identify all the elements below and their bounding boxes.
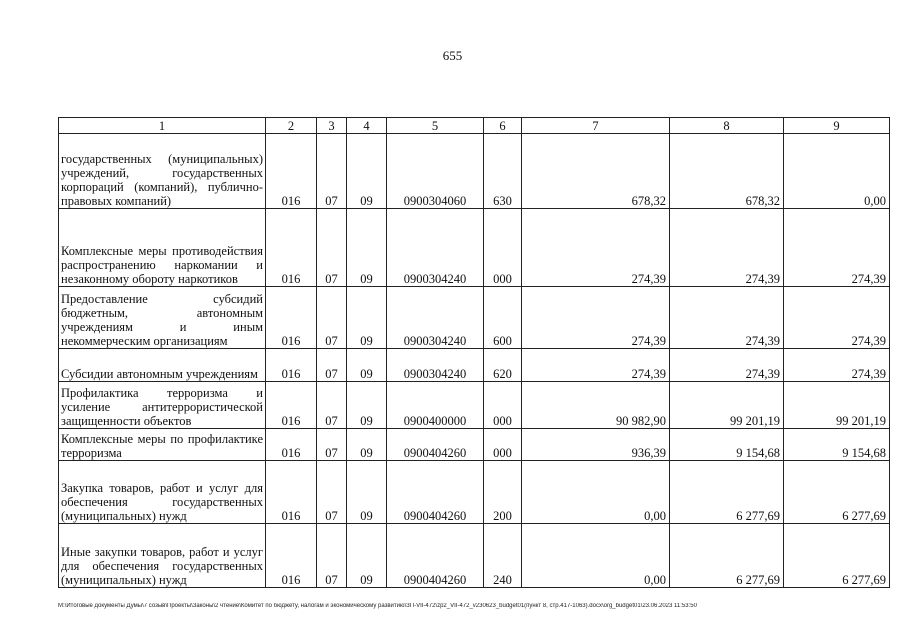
cell-ministry: 016 bbox=[266, 209, 317, 287]
cell-target-code: 0900404260 bbox=[387, 429, 484, 461]
cell-section: 07 bbox=[317, 209, 347, 287]
cell-subsection: 09 bbox=[347, 209, 387, 287]
cell-amount-3: 274,39 bbox=[784, 287, 890, 349]
cell-amount-1: 274,39 bbox=[522, 349, 670, 382]
row-name: Комплексные меры по профилактике терроризма bbox=[59, 429, 266, 461]
cell-amount-3: 0,00 bbox=[784, 134, 890, 209]
header-cell: 8 bbox=[670, 118, 784, 134]
cell-ministry: 016 bbox=[266, 382, 317, 429]
cell-amount-1: 274,39 bbox=[522, 287, 670, 349]
cell-amount-2: 9 154,68 bbox=[670, 429, 784, 461]
cell-expense-type: 000 bbox=[484, 209, 522, 287]
cell-subsection: 09 bbox=[347, 349, 387, 382]
budget-table bbox=[58, 117, 890, 588]
cell-amount-3: 6 277,69 bbox=[784, 461, 890, 524]
cell-target-code: 0900304240 bbox=[387, 349, 484, 382]
cell-section: 07 bbox=[317, 429, 347, 461]
cell-expense-type: 200 bbox=[484, 461, 522, 524]
cell-subsection: 09 bbox=[347, 287, 387, 349]
cell-amount-2: 678,32 bbox=[670, 134, 784, 209]
cell-section: 07 bbox=[317, 461, 347, 524]
header-cell: 7 bbox=[522, 118, 670, 134]
cell-ministry: 016 bbox=[266, 524, 317, 588]
cell-ministry: 016 bbox=[266, 134, 317, 209]
document-path-footer: М:\Итоговые документы Думы\7 созыв\Проекты\Законы\2 чтение\Комитет по бюджету, налогам и экономическому развитию\ЗП-VII-472\zp2_VII-472_v230623_budget01(пункт 8, стр.417-1063).docx\org_budget01\23.06.2023 11:53:50 bbox=[58, 603, 697, 609]
header-cell: 2 bbox=[266, 118, 317, 134]
cell-expense-type: 630 bbox=[484, 134, 522, 209]
cell-target-code: 0900400000 bbox=[387, 382, 484, 429]
cell-section: 07 bbox=[317, 287, 347, 349]
table-row bbox=[59, 134, 890, 209]
cell-subsection: 09 bbox=[347, 382, 387, 429]
cell-section: 07 bbox=[317, 134, 347, 209]
cell-expense-type: 000 bbox=[484, 429, 522, 461]
cell-target-code: 0900404260 bbox=[387, 524, 484, 588]
cell-amount-1: 678,32 bbox=[522, 134, 670, 209]
cell-amount-1: 0,00 bbox=[522, 524, 670, 588]
cell-subsection: 09 bbox=[347, 461, 387, 524]
row-name: Иные закупки товаров, работ и услуг для обеспечения государственных (муниципальных) нужд bbox=[59, 524, 266, 588]
cell-amount-1: 0,00 bbox=[522, 461, 670, 524]
cell-target-code: 0900404260 bbox=[387, 461, 484, 524]
table-row bbox=[59, 287, 890, 349]
cell-ministry: 016 bbox=[266, 461, 317, 524]
cell-expense-type: 620 bbox=[484, 349, 522, 382]
cell-target-code: 0900304240 bbox=[387, 209, 484, 287]
cell-expense-type: 000 bbox=[484, 382, 522, 429]
cell-amount-2: 274,39 bbox=[670, 209, 784, 287]
row-name: Предоставление субсидий бюджетным, автономным учреждениям и иным некоммерческим организациям bbox=[59, 287, 266, 349]
cell-amount-2: 99 201,19 bbox=[670, 382, 784, 429]
cell-amount-3: 274,39 bbox=[784, 349, 890, 382]
cell-section: 07 bbox=[317, 524, 347, 588]
table-header-row bbox=[59, 118, 890, 134]
cell-section: 07 bbox=[317, 382, 347, 429]
header-cell: 5 bbox=[387, 118, 484, 134]
table-row bbox=[59, 382, 890, 429]
row-name: Закупка товаров, работ и услуг для обеспечения государственных (муниципальных) нужд bbox=[59, 461, 266, 524]
header-cell: 4 bbox=[347, 118, 387, 134]
cell-amount-2: 6 277,69 bbox=[670, 461, 784, 524]
cell-amount-1: 936,39 bbox=[522, 429, 670, 461]
table-row bbox=[59, 461, 890, 524]
table-row bbox=[59, 209, 890, 287]
cell-amount-3: 274,39 bbox=[784, 209, 890, 287]
table-row bbox=[59, 429, 890, 461]
table-row bbox=[59, 349, 890, 382]
header-cell: 3 bbox=[317, 118, 347, 134]
header-cell: 1 bbox=[59, 118, 266, 134]
cell-amount-1: 90 982,90 bbox=[522, 382, 670, 429]
cell-target-code: 0900304060 bbox=[387, 134, 484, 209]
cell-subsection: 09 bbox=[347, 429, 387, 461]
row-name: Комплексные меры противодействия распространению наркомании и незаконному обороту наркотиков bbox=[59, 209, 266, 287]
cell-expense-type: 240 bbox=[484, 524, 522, 588]
header-cell: 6 bbox=[484, 118, 522, 134]
cell-amount-3: 9 154,68 bbox=[784, 429, 890, 461]
cell-ministry: 016 bbox=[266, 287, 317, 349]
row-name: Субсидии автономным учреждениям bbox=[59, 349, 266, 382]
cell-amount-1: 274,39 bbox=[522, 209, 670, 287]
cell-amount-2: 6 277,69 bbox=[670, 524, 784, 588]
row-name: государственных (муниципальных) учреждений, государственных корпораций (компаний), публично-правовых компаний) bbox=[59, 134, 266, 209]
cell-subsection: 09 bbox=[347, 134, 387, 209]
page-number: 655 bbox=[442, 48, 463, 63]
cell-amount-3: 99 201,19 bbox=[784, 382, 890, 429]
cell-ministry: 016 bbox=[266, 429, 317, 461]
cell-ministry: 016 bbox=[266, 349, 317, 382]
cell-target-code: 0900304240 bbox=[387, 287, 484, 349]
cell-subsection: 09 bbox=[347, 524, 387, 588]
cell-section: 07 bbox=[317, 349, 347, 382]
cell-amount-2: 274,39 bbox=[670, 349, 784, 382]
cell-amount-3: 6 277,69 bbox=[784, 524, 890, 588]
cell-amount-2: 274,39 bbox=[670, 287, 784, 349]
header-cell: 9 bbox=[784, 118, 890, 134]
row-name: Профилактика терроризма и усиление антитеррористической защищенности объектов bbox=[59, 382, 266, 429]
table-row bbox=[59, 524, 890, 588]
cell-expense-type: 600 bbox=[484, 287, 522, 349]
